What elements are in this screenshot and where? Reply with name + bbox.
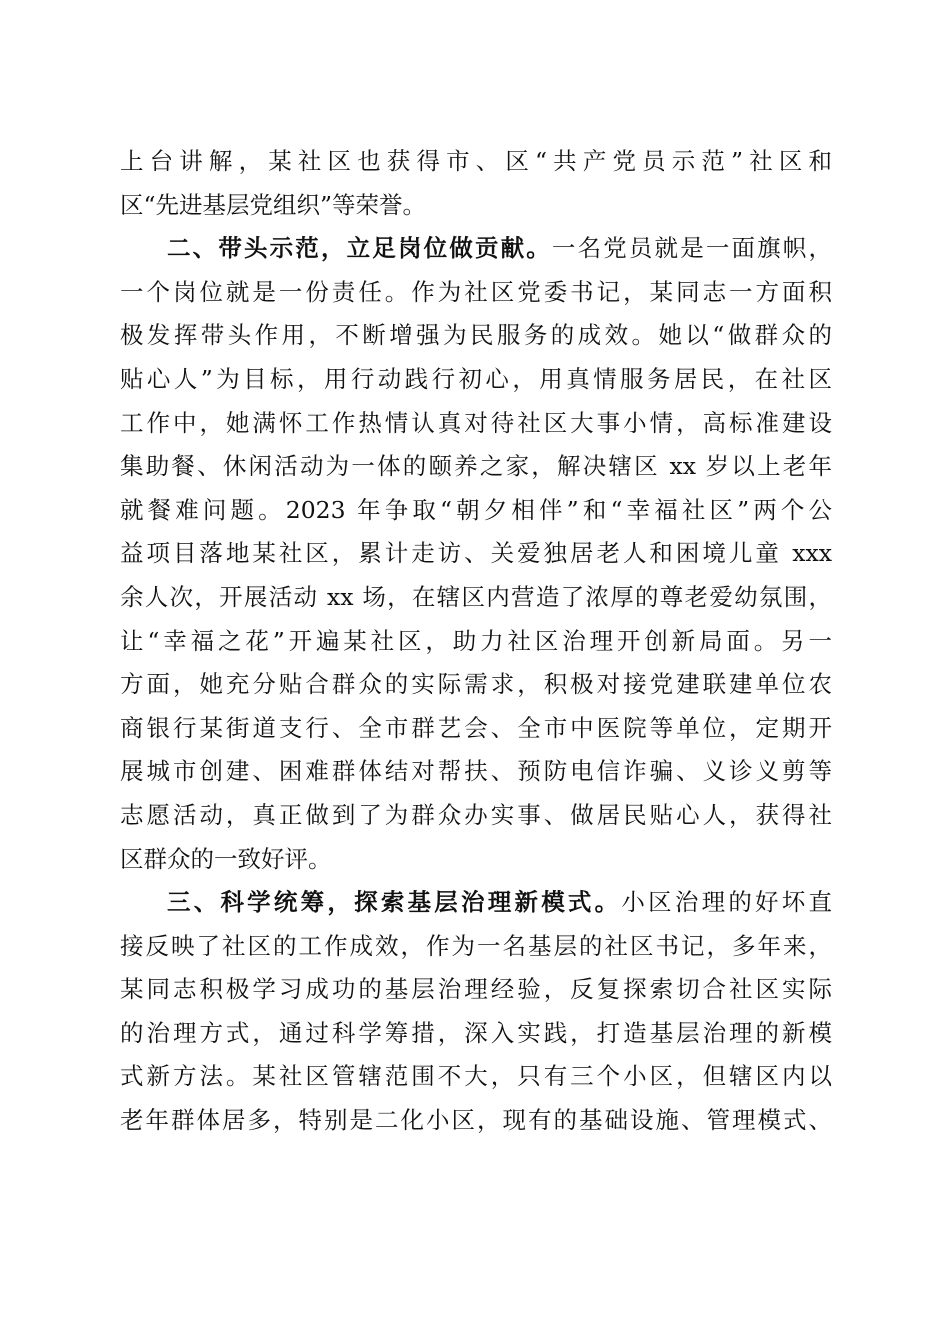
text-line: 式新方法。某社区管辖范围不大，只有三个小区，但辖区内以: [120, 1062, 832, 1091]
section-two-first-line-text: 一名党员就是一面旗帜，: [551, 234, 833, 263]
text-line: 某同志积极学习成功的基层治理经验，反复探索切合社区实际: [120, 975, 832, 1004]
text-line: 商银行某街道支行、全市群艺会、全市中医院等单位，定期开: [120, 713, 832, 742]
section-three-heading: 三、科学统筹，探索基层治理新模式。: [167, 888, 622, 917]
paragraph-section-two: [120, 227, 832, 881]
paragraph-section-three: [120, 881, 832, 1143]
text-line: 展城市创建、困难群体结对帮扶、预防电信诈骗、义诊义剪等: [120, 757, 832, 786]
section-two-first-line: [120, 227, 832, 271]
text-line: 区群众的一致好评。: [120, 844, 332, 873]
text-line: 接反映了社区的工作成效，作为一名基层的社区书记，多年来，: [120, 931, 832, 960]
text-line: 区“先进基层党组织”等荣誉。: [120, 190, 427, 219]
text-line: 就餐难问题。2023 年争取“朝夕相伴”和“幸福社区”两个公: [120, 495, 832, 524]
text-line: 极发挥带头作用，不断增强为民服务的成效。她以“做群众的: [120, 321, 832, 350]
section-two-heading: 二、带头示范，立足岗位做贡献。: [167, 234, 552, 263]
text-line: 方面，她充分贴合群众的实际需求，积极对接党建联建单位农: [120, 670, 832, 699]
text-line: 余人次，开展活动 xx 场，在辖区内营造了浓厚的尊老爱幼氛围，: [120, 582, 832, 611]
text-line: 益项目落地某社区，累计走访、关爱独居老人和困境儿童 xxx: [120, 539, 832, 568]
text-line: 贴心人”为目标，用行动践行初心，用真情服务居民，在社区: [120, 364, 832, 393]
section-three-first-line: [120, 881, 832, 925]
text-line: 一个岗位就是一份责任。作为社区党委书记，某同志一方面积: [120, 277, 832, 306]
section-three-first-line-text: 小区治理的好坏直: [621, 888, 833, 917]
text-line: 上台讲解，某社区也获得市、区“共产党员示范”社区和: [120, 147, 832, 175]
text-line: 工作中，她满怀工作热情认真对待社区大事小情，高标准建设: [120, 408, 832, 437]
text-line: 志愿活动，真正做到了为群众办实事、做居民贴心人，获得社: [120, 800, 832, 829]
document-page: [120, 140, 832, 1143]
text-line: 让“幸福之花”开遍某社区，助力社区治理开创新局面。另一: [120, 626, 832, 655]
paragraph-intro: [120, 140, 832, 227]
text-line: 集助餐、休闲活动为一体的颐养之家，解决辖区 xx 岁以上老年: [120, 452, 832, 481]
text-line: 的治理方式，通过科学筹措，深入实践，打造基层治理的新模: [120, 1018, 832, 1047]
text-line: 老年群体居多，特别是二化小区，现有的基础设施、管理模式、: [120, 1106, 832, 1135]
